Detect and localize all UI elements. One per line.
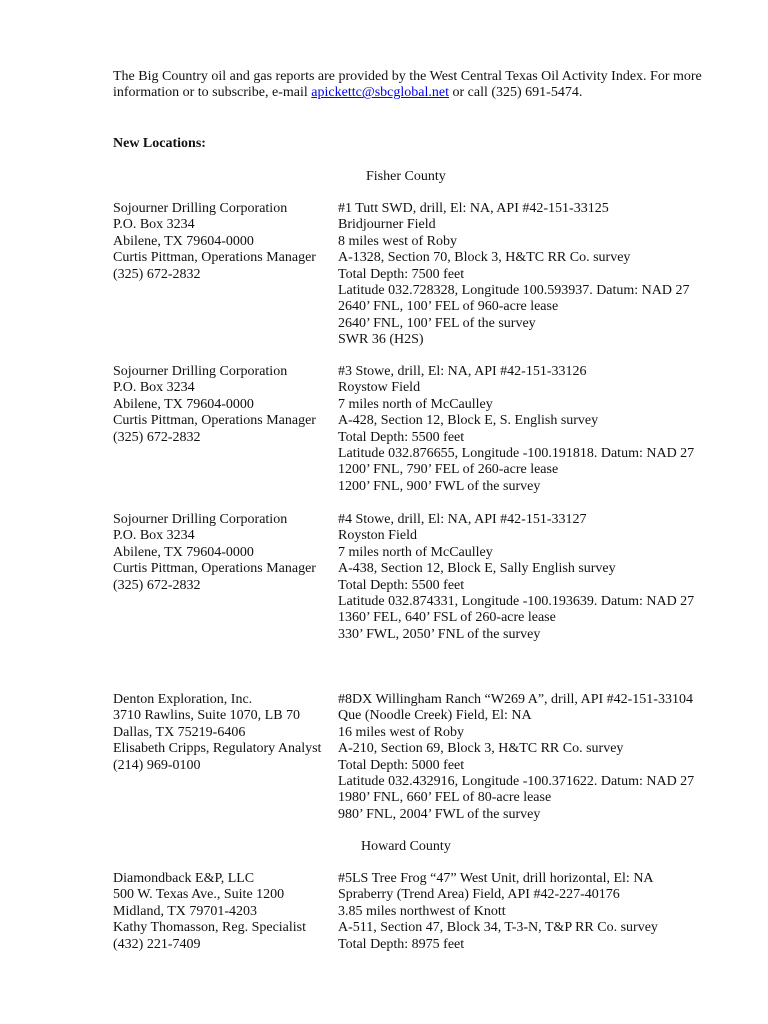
well-line: #3 Stowe, drill, El: NA, API #42-151-33126 — [338, 364, 587, 379]
well-line: #5LS Tree Frog “47” West Unit, drill horizontal, El: NA — [338, 871, 654, 886]
well-line: Royston Field — [338, 528, 417, 544]
well-line: Bridjourner Field — [338, 217, 436, 233]
well-line: Roystow Field — [338, 380, 421, 396]
intro-text: information or to subscribe, e-mail — [113, 85, 312, 101]
intro-line-1: The Big Country oil and gas reports are provided by the West Central Texas Oil Activity Index. For more — [113, 69, 702, 84]
well-line: Total Depth: 5500 feet — [338, 429, 465, 445]
well-line: A-428, Section 12, Block E, S. English survey — [338, 413, 599, 429]
operator-city: Dallas, TX 75219-6406 — [113, 724, 246, 740]
well-line: 16 miles west of Roby — [338, 724, 464, 740]
operator-address: P.O. Box 3234 — [113, 528, 195, 544]
operator-city: Midland, TX 79701-4203 — [113, 903, 258, 919]
operator-phone: (214) 969-0100 — [113, 757, 201, 773]
operator-contact: Curtis Pittman, Operations Manager — [113, 413, 316, 429]
well-line: 2640’ FNL, 100’ FEL of 960-acre lease — [338, 299, 559, 315]
well-line: 1200’ FNL, 790’ FEL of 260-acre lease — [338, 462, 559, 478]
well-line: 7 miles north of McCaulley — [338, 396, 493, 412]
operator-name: Sojourner Drilling Corporation — [113, 512, 288, 527]
well-line: 2640’ FNL, 100’ FEL of the survey — [338, 315, 536, 331]
operator-block — [113, 692, 338, 774]
well-block — [338, 692, 738, 823]
operator-name: Sojourner Drilling Corporation — [113, 364, 288, 379]
county-heading-howard: Howard County — [361, 839, 451, 854]
well-line: 980’ FNL, 2004’ FWL of the survey — [338, 806, 541, 822]
well-line: 3.85 miles northwest of Knott — [338, 903, 506, 919]
well-line: Total Depth: 5000 feet — [338, 757, 465, 773]
well-line: #4 Stowe, drill, El: NA, API #42-151-33127 — [338, 512, 587, 527]
well-line: A-511, Section 47, Block 34, T-3-N, T&P RR Co. survey — [338, 920, 658, 936]
well-line: 8 miles west of Roby — [338, 233, 457, 249]
well-line: Latitude 032.876655, Longitude -100.191818. Datum: NAD 27 — [338, 445, 695, 461]
operator-name: Diamondback E&P, LLC — [113, 871, 255, 886]
operator-address: 500 W. Texas Ave., Suite 1200 — [113, 887, 285, 903]
email-link[interactable]: apickettc@sbcglobal.net — [311, 85, 449, 101]
well-block — [338, 201, 738, 349]
well-line: Total Depth: 5500 feet — [338, 577, 465, 593]
operator-name: Sojourner Drilling Corporation — [113, 201, 288, 216]
well-block — [338, 512, 738, 643]
operator-city: Abilene, TX 79604-0000 — [113, 233, 254, 249]
operator-block — [113, 871, 338, 953]
well-line: #1 Tutt SWD, drill, El: NA, API #42-151-33125 — [338, 201, 609, 216]
operator-contact: Elisabeth Cripps, Regulatory Analyst — [113, 741, 322, 757]
intro-line-2 — [113, 85, 713, 101]
intro-paragraph — [113, 69, 713, 102]
well-line: 330’ FWL, 2050’ FNL of the survey — [338, 626, 541, 642]
intro-phone-text: or call (325) 691-5474. — [448, 85, 583, 101]
well-line: A-1328, Section 70, Block 3, H&TC RR Co. survey — [338, 250, 631, 266]
well-block — [338, 871, 738, 953]
operator-name: Denton Exploration, Inc. — [113, 692, 253, 707]
operator-address: 3710 Rawlins, Suite 1070, LB 70 — [113, 708, 301, 724]
well-line: Spraberry (Trend Area) Field, API #42-227-40176 — [338, 887, 620, 903]
operator-address: P.O. Box 3234 — [113, 217, 195, 233]
operator-block — [113, 512, 338, 594]
operator-address: P.O. Box 3234 — [113, 380, 195, 396]
operator-contact: Kathy Thomasson, Reg. Specialist — [113, 920, 306, 936]
section-heading: New Locations: — [113, 136, 206, 151]
well-line: A-210, Section 69, Block 3, H&TC RR Co. survey — [338, 741, 624, 757]
operator-phone: (325) 672-2832 — [113, 266, 201, 282]
operator-city: Abilene, TX 79604-0000 — [113, 396, 254, 412]
operator-contact: Curtis Pittman, Operations Manager — [113, 250, 316, 266]
operator-phone: (432) 221-7409 — [113, 936, 201, 952]
well-line: 1360’ FEL, 640’ FSL of 260-acre lease — [338, 610, 556, 626]
well-line: 7 miles north of McCaulley — [338, 544, 493, 560]
well-line: #8DX Willingham Ranch “W269 A”, drill, API #42-151-33104 — [338, 692, 693, 707]
operator-phone: (325) 672-2832 — [113, 429, 201, 445]
well-line: Total Depth: 7500 feet — [338, 266, 465, 282]
operator-city: Abilene, TX 79604-0000 — [113, 544, 254, 560]
well-line: SWR 36 (H2S) — [338, 332, 424, 348]
operator-block — [113, 364, 338, 446]
well-line: Total Depth: 8975 feet — [338, 936, 465, 952]
well-line: Latitude 032.432916, Longitude -100.371622. Datum: NAD 27 — [338, 773, 695, 789]
well-block — [338, 364, 738, 495]
well-line: Latitude 032.874331, Longitude -100.193639. Datum: NAD 27 — [338, 593, 695, 609]
operator-block — [113, 201, 338, 283]
operator-phone: (325) 672-2832 — [113, 577, 201, 593]
well-line: A-438, Section 12, Block E, Sally English survey — [338, 561, 616, 577]
well-line: Que (Noodle Creek) Field, El: NA — [338, 708, 532, 724]
well-line: 1200’ FNL, 900’ FWL of the survey — [338, 478, 541, 494]
well-line: Latitude 032.728328, Longitude 100.593937. Datum: NAD 27 — [338, 282, 690, 298]
well-line: 1980’ FNL, 660’ FEL of 80-acre lease — [338, 790, 552, 806]
operator-contact: Curtis Pittman, Operations Manager — [113, 561, 316, 577]
county-heading-fisher: Fisher County — [366, 169, 446, 184]
